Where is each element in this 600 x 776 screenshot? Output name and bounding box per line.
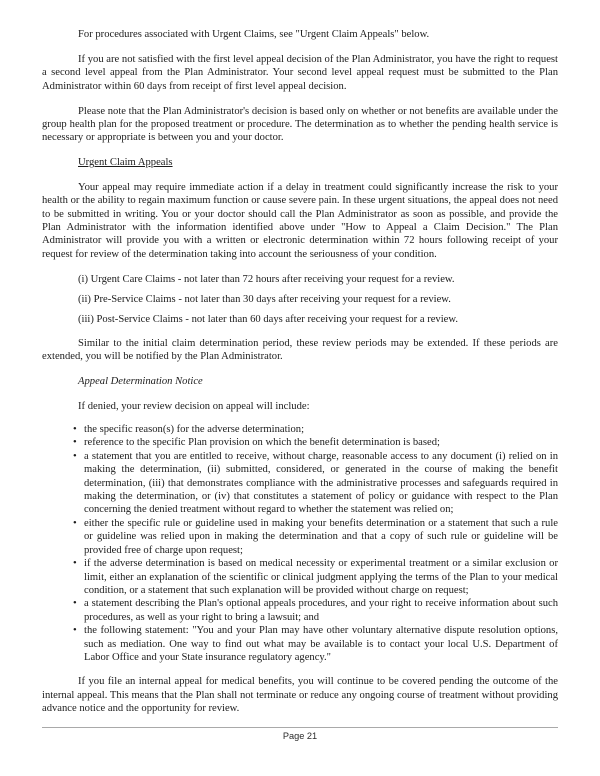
paragraph-urgent-appeal-body: Your appeal may require immediate action if a delay in treatment could significantly increase the risk to your health or the ability to regain maximum function or cause severe pain. In these urgent situations, the appeal does not need to be submitted in writing. You or your doctor should call the Plan Administrator as soon as possible, and provide the Plan Administrator with the information identified above under "How to Appeal a Claim Decision." The Plan Administrator will provide you with a written or electronic determination within 72 hours following receipt of your request for review of the determination taking into account the seriousness of your condition. xyxy=(42,181,558,260)
paragraph-second-level-appeal: If you are not satisfied with the first level appeal decision of the Plan Administrator, you have the right to request a second level appeal from the Plan Administrator. Your second level appeal request must be submitted to the Plan Administrator within 60 days from receipt of first level appeal decision. xyxy=(42,53,558,92)
list-item-text: if the adverse determination is based on medical necessity or experimental treatment or a similar exclusion or limit, either an explanation of the scientific or clinical judgment applying the terms of the Plan to your medical condition, or a statement that such explanation will be provided without charge on request; xyxy=(84,558,558,596)
paragraph-if-denied-lead: If denied, your review decision on appeal will include: xyxy=(78,400,310,412)
bullet-icon: • xyxy=(73,437,77,449)
list-item-text: either the specific rule or guideline used in making your benefits determination or a statement that such a rule or guideline was relied upon in making the determination and that a copy of such rule or guideline will be provided free of charge upon request; xyxy=(84,517,558,556)
heading-appeal-determination-notice: Appeal Determination Notice xyxy=(78,376,203,388)
list-item xyxy=(73,450,558,517)
bullet-icon: • xyxy=(73,424,77,436)
paragraph-similar-extension: Similar to the initial claim determination period, these review periods may be extended. If these periods are extended, you will be notified by the Plan Administrator. xyxy=(42,337,558,363)
list-item-post-service-claims: (iii) Post-Service Claims - not later than 60 days after receiving your request for a review. xyxy=(78,313,458,325)
list-item-text: the specific reason(s) for the adverse determination; xyxy=(84,424,305,436)
paragraph-urgent-claims-reference: For procedures associated with Urgent Claims, see "Urgent Claim Appeals" below. xyxy=(78,29,430,40)
bullet-icon: • xyxy=(73,598,77,610)
list-item-text: the following statement: "You and your Plan may have other voluntary alternative dispute resolution options, such as mediation. One way to find out what may be available is to contact your local U.S. Department of Labor Office and your State insurance regulatory agency." xyxy=(84,625,558,663)
list-item-text: a statement that you are entitled to receive, without charge, reasonable access to any document (i) relied on in making the determination, (ii) submitted, considered, or generated in the course of making the benefit determination, (iii) that demonstrates compliance with the administrative processes and safeguards required in making the determination, or (iv) that constitutes a statement of policy or guidance with respect to the Plan concerning the denied treatment without regard to whether the statement was relied on; xyxy=(84,450,558,516)
paragraph-please-note: Please note that the Plan Administrator's decision is based only on whether or not benefits are available under the group health plan for the proposed treatment or procedure. The determination as to whether the pending health service is necessary or appropriate is between you and your doctor. xyxy=(42,105,558,144)
list-item xyxy=(73,557,558,597)
list-item-pre-service-claims: (ii) Pre-Service Claims - not later than 30 days after receiving your request for a review. xyxy=(78,293,451,305)
list-item-urgent-care-claims: (i) Urgent Care Claims - not later than 72 hours after receiving your request for a review. xyxy=(78,273,455,285)
bullet-icon: • xyxy=(73,625,77,637)
bullet-icon: • xyxy=(73,517,77,529)
list-item xyxy=(73,436,558,449)
list-item-text: a statement describing the Plan's optional appeals procedures, and your right to receive information about such procedures, as well as your right to bring a lawsuit; and xyxy=(84,598,558,623)
heading-urgent-claim-appeals xyxy=(42,156,558,169)
bullet-icon: • xyxy=(73,450,77,462)
page-number: Page 21 xyxy=(282,731,318,741)
page-footer xyxy=(42,727,558,749)
list-item xyxy=(73,423,558,436)
list-item xyxy=(73,624,558,664)
list-denial-notice-contents xyxy=(42,423,558,664)
paragraph-closing-internal-appeal: If you file an internal appeal for medical benefits, you will continue to be covered pending the outcome of the internal appeal. This means that the Plan shall not terminate or reduce any ongoing course of treatment without providing advance notice and the opportunity for review. xyxy=(42,676,558,715)
list-item xyxy=(73,597,558,624)
heading-urgent-claim-appeals-label: Urgent Claim Appeals xyxy=(78,157,173,169)
list-item xyxy=(73,517,558,557)
list-review-timeframes xyxy=(42,273,558,326)
list-item-text: reference to the specific Plan provision on which the benefit determination is based; xyxy=(84,437,440,449)
bullet-icon: • xyxy=(73,558,77,570)
